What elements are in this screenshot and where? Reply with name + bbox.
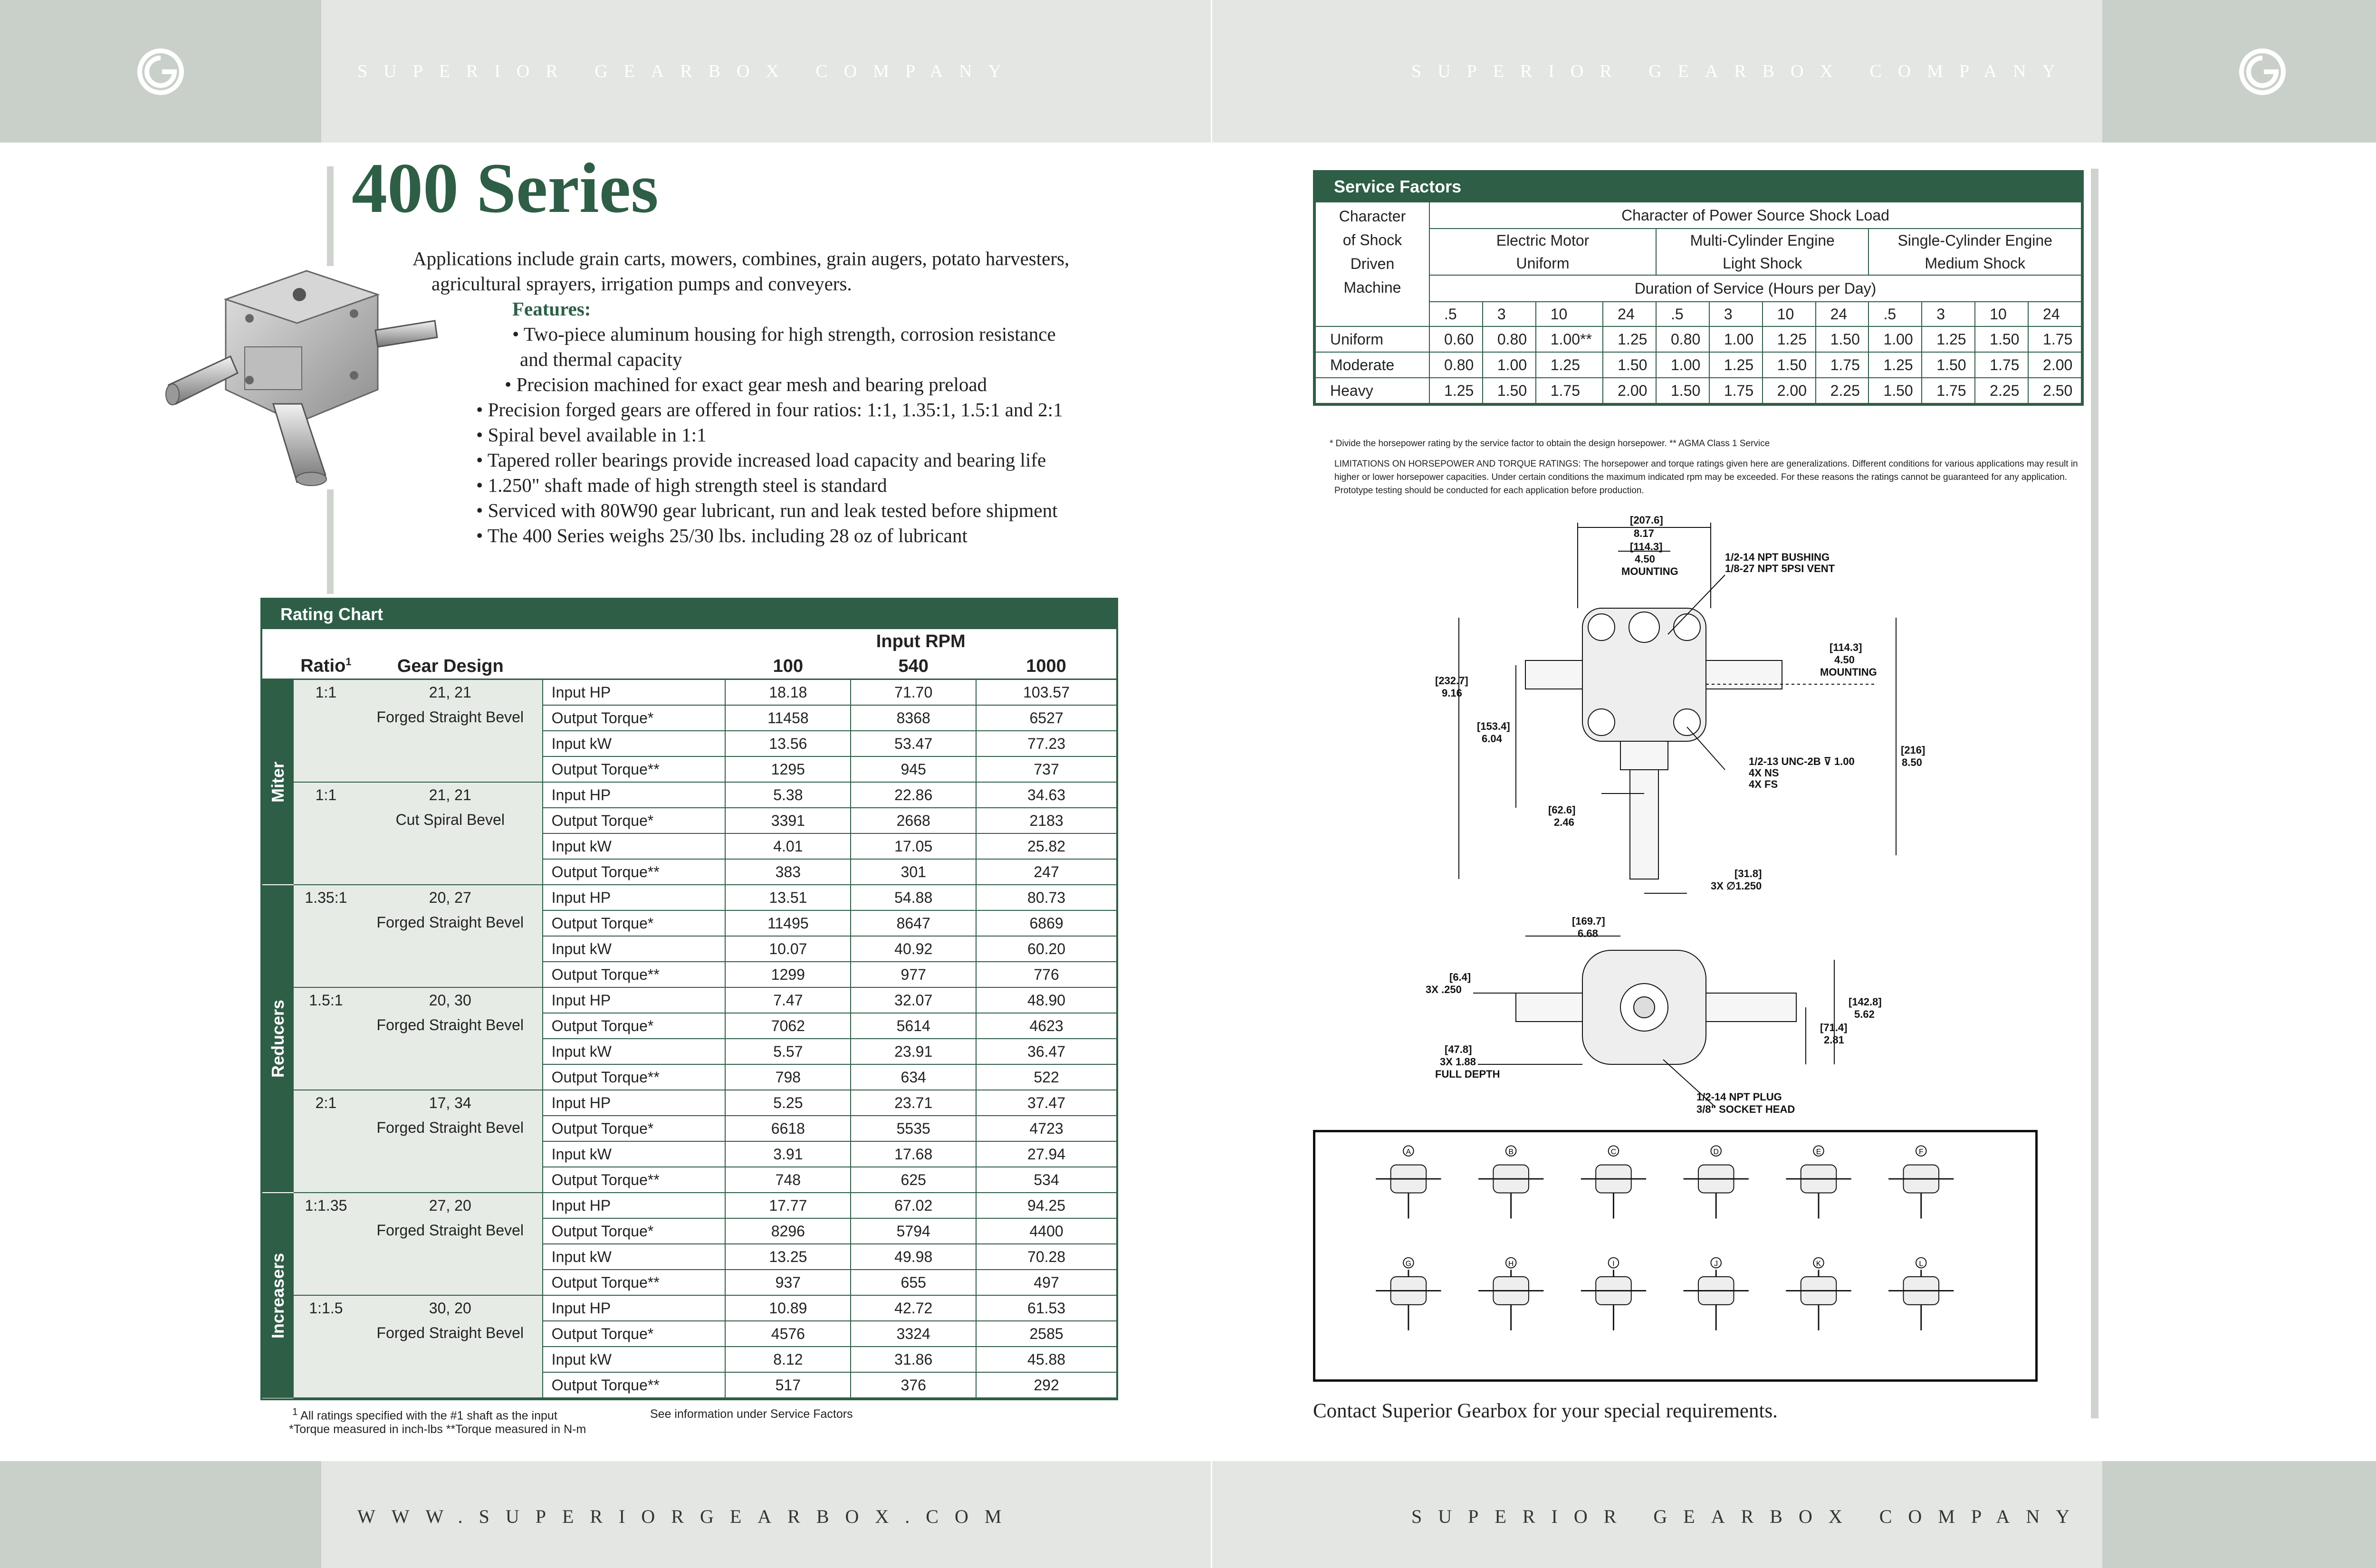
dim-label: [153.4] xyxy=(1477,720,1510,732)
rating-value: 737 xyxy=(976,756,1116,782)
mounting-config xyxy=(1684,1146,1749,1218)
source-header: Electric Motor Uniform xyxy=(1429,229,1656,275)
service-row-label: Heavy xyxy=(1315,378,1429,403)
rating-value: 4576 xyxy=(725,1321,851,1347)
config-label: A xyxy=(1406,1148,1411,1157)
gear-design-cell: 20, 27 Forged Straight Bevel xyxy=(358,885,543,987)
rating-row-label: Input HP xyxy=(543,782,726,808)
rating-value: 27.94 xyxy=(976,1141,1116,1167)
dim-label: MOUNTING xyxy=(1820,666,1877,678)
ratio-header: Ratio$^1$ xyxy=(294,654,358,679)
service-note-1: * Divide the horsepower rating by the service factor to obtain the design horsepower. ** AGMA Class 1 Service xyxy=(1330,439,1770,449)
feature-bullet: • 1.250" shaft made of high strength steel is standard xyxy=(476,474,887,496)
rating-value: 8368 xyxy=(851,705,976,731)
features-label: Features: xyxy=(512,298,591,320)
rating-row-label: Input kW xyxy=(543,1347,726,1372)
service-factor-value: 0.80 xyxy=(1429,352,1483,378)
rating-value: 53.47 xyxy=(851,731,976,756)
rating-row-label: Input HP xyxy=(543,987,726,1013)
rating-row-label: Output Torque** xyxy=(543,859,726,885)
service-factor-value: 1.75 xyxy=(1922,378,1975,403)
hours-cell: 24 xyxy=(1603,302,1656,326)
dim-label: [31.8] xyxy=(1734,868,1762,880)
service-factor-value: 1.50 xyxy=(1922,352,1975,378)
hours-cell: 3 xyxy=(1483,302,1536,326)
service-factor-value: 1.75 xyxy=(1709,378,1763,403)
rating-value: 4400 xyxy=(976,1218,1116,1244)
dim-label: 3X ∅1.250 xyxy=(1711,880,1762,892)
ratio-cell: 2:1 xyxy=(294,1090,358,1193)
mounting-config xyxy=(1888,1146,1954,1218)
rating-row-label: Output Torque* xyxy=(543,1116,726,1141)
service-factor-value: 1.25 xyxy=(1922,326,1975,352)
rating-row-label: Input HP xyxy=(543,679,726,706)
rating-value: 5.38 xyxy=(725,782,851,808)
rating-value: 937 xyxy=(725,1270,851,1295)
dim-label: [232.7] xyxy=(1435,675,1468,687)
dim-label: [47.8] xyxy=(1445,1043,1472,1055)
service-factor-value: 1.50 xyxy=(1483,378,1536,403)
feature-bullet: • Precision machined for exact gear mesh and bearing preload xyxy=(505,373,987,395)
rpm-header: 540 xyxy=(851,654,976,679)
dim-label: 9.16 xyxy=(1442,687,1462,699)
gear-design-cell: 30, 20 Forged Straight Bevel xyxy=(358,1295,543,1398)
rating-value: 1299 xyxy=(725,962,851,987)
header-company-right: SUPERIOR GEARBOX COMPANY xyxy=(1411,61,2071,81)
mounting-config xyxy=(1478,1258,1543,1330)
rating-row-label: Input kW xyxy=(543,833,726,859)
ratio-cell: 1:1.5 xyxy=(294,1295,358,1398)
dim-label: 4X NS xyxy=(1749,767,1779,779)
dim-label: [62.6] xyxy=(1548,804,1576,816)
feature-bullet: • Spiral bevel available in 1:1 xyxy=(476,424,707,446)
intro-line-1: Applications include grain carts, mowers, combines, grain augers, potato harvesters, xyxy=(412,248,1070,269)
dim-label: [114.3] xyxy=(1830,641,1862,653)
service-factor-value: 1.50 xyxy=(1816,326,1869,352)
rating-value: 48.90 xyxy=(976,987,1116,1013)
footnote-1: $^1$ All ratings specified with the #1 shaft as the input xyxy=(292,1406,557,1423)
service-factor-value: 1.00 xyxy=(1709,326,1763,352)
service-factor-value: 0.60 xyxy=(1429,326,1483,352)
rating-value: 4.01 xyxy=(725,833,851,859)
service-factor-value: 1.50 xyxy=(1975,326,2028,352)
rating-value: 5614 xyxy=(851,1013,976,1039)
service-factor-value: 1.00 xyxy=(1868,326,1922,352)
rpm-header: 1000 xyxy=(976,654,1116,679)
service-factor-value: 1.75 xyxy=(2028,326,2081,352)
rating-value: 17.68 xyxy=(851,1141,976,1167)
hours-cell: 10 xyxy=(1975,302,2028,326)
dim-label: 1/2-14 NPT PLUG xyxy=(1696,1091,1782,1103)
gear-g-logo-icon xyxy=(132,43,190,101)
mounting-config xyxy=(1888,1258,1954,1330)
rating-row-label: Output Torque* xyxy=(543,808,726,833)
service-factor-value: 1.25 xyxy=(1868,352,1922,378)
rating-value: 301 xyxy=(851,859,976,885)
rating-value: 497 xyxy=(976,1270,1116,1295)
ratio-cell: 1.35:1 xyxy=(294,885,358,987)
config-label: F xyxy=(1918,1148,1924,1157)
footer-corner-left xyxy=(0,1461,321,1568)
service-factor-value: 1.50 xyxy=(1656,378,1709,403)
service-factor-value: 2.25 xyxy=(1816,378,1869,403)
mounting-config xyxy=(1786,1258,1851,1330)
config-label: D xyxy=(1713,1148,1719,1157)
rating-value: 13.25 xyxy=(725,1244,851,1270)
rating-value: 18.18 xyxy=(725,679,851,706)
rating-value: 10.07 xyxy=(725,936,851,962)
rating-row-label: Output Torque** xyxy=(543,1372,726,1398)
duration-header: Duration of Service (Hours per Day) xyxy=(1429,275,2081,302)
rating-value: 49.98 xyxy=(851,1244,976,1270)
rating-value: 3324 xyxy=(851,1321,976,1347)
intro-line-2: agricultural sprayers, irrigation pumps and conveyers. xyxy=(431,273,852,295)
group-label: Increasers xyxy=(262,1193,294,1398)
dim-label: 3/8" SOCKET HEAD xyxy=(1696,1103,1795,1115)
dim-label: 1/2-14 NPT BUSHING xyxy=(1725,551,1830,563)
rating-value: 5535 xyxy=(851,1116,976,1141)
rating-value: 11458 xyxy=(725,705,851,731)
shock-character-header: Character of Shock Driven Machine xyxy=(1315,202,1429,326)
rating-value: 61.53 xyxy=(976,1295,1116,1321)
rating-value: 5.25 xyxy=(725,1090,851,1116)
rating-value: 13.56 xyxy=(725,731,851,756)
dim-label: 4.50 xyxy=(1635,553,1655,565)
rating-value: 13.51 xyxy=(725,885,851,910)
dim-label: [169.7] xyxy=(1572,915,1605,927)
rating-value: 36.47 xyxy=(976,1039,1116,1064)
config-label: E xyxy=(1816,1148,1821,1157)
gear-design-cell: 21, 21 Cut Spiral Bevel xyxy=(358,782,543,885)
dim-label: [216] xyxy=(1901,744,1926,756)
service-row-label: Uniform xyxy=(1315,326,1429,352)
rating-value: 247 xyxy=(976,859,1116,885)
rating-row-label: Input HP xyxy=(543,1090,726,1116)
rating-table xyxy=(262,629,1116,1398)
rating-value: 522 xyxy=(976,1064,1116,1090)
service-factor-value: 1.25 xyxy=(1709,352,1763,378)
rating-value: 8.12 xyxy=(725,1347,851,1372)
rating-value: 45.88 xyxy=(976,1347,1116,1372)
dim-label: 3X 1.88 xyxy=(1440,1056,1476,1068)
rating-value: 71.70 xyxy=(851,679,976,706)
config-label: K xyxy=(1816,1260,1821,1268)
rating-value: 70.28 xyxy=(976,1244,1116,1270)
rating-value: 94.25 xyxy=(976,1193,1116,1218)
rating-value: 625 xyxy=(851,1167,976,1193)
hours-cell: 24 xyxy=(2028,302,2081,326)
config-label: L xyxy=(1919,1260,1924,1268)
service-factor-value: 1.00 xyxy=(1483,352,1536,378)
service-factor-value: 1.25 xyxy=(1429,378,1483,403)
rating-value: 54.88 xyxy=(851,885,976,910)
rating-value: 6869 xyxy=(976,910,1116,936)
config-label: B xyxy=(1508,1148,1514,1157)
rating-value: 3391 xyxy=(725,808,851,833)
rating-value: 8296 xyxy=(725,1218,851,1244)
mounting-config xyxy=(1581,1146,1646,1218)
gear-design-cell: 17, 34 Forged Straight Bevel xyxy=(358,1090,543,1193)
rating-row-label: Output Torque** xyxy=(543,1064,726,1090)
service-factor-value: 2.00 xyxy=(2028,352,2081,378)
rating-row-label: Input kW xyxy=(543,1039,726,1064)
config-label: G xyxy=(1405,1260,1412,1268)
dim-label: 8.50 xyxy=(1902,756,1922,768)
dim-label: [114.3] xyxy=(1630,541,1663,553)
group-label: Miter xyxy=(262,679,294,885)
header-divider xyxy=(1211,0,1212,143)
hours-cell: 24 xyxy=(1816,302,1869,326)
service-factor-value: 2.00 xyxy=(1763,378,1816,403)
rating-row-label: Output Torque* xyxy=(543,910,726,936)
rating-value: 798 xyxy=(725,1064,851,1090)
rating-row-label: Input HP xyxy=(543,885,726,910)
dim-label: 5.62 xyxy=(1854,1008,1875,1020)
dim-label: [71.4] xyxy=(1820,1022,1848,1033)
config-label: J xyxy=(1714,1260,1718,1268)
hours-cell: .5 xyxy=(1656,302,1709,326)
rating-row-label: Output Torque** xyxy=(543,962,726,987)
rating-value: 977 xyxy=(851,962,976,987)
rating-row-label: Input HP xyxy=(543,1193,726,1218)
rating-value: 776 xyxy=(976,962,1116,987)
service-factor-value: 1.25 xyxy=(1763,326,1816,352)
rating-value: 31.86 xyxy=(851,1347,976,1372)
rating-value: 103.57 xyxy=(976,679,1116,706)
source-header: Multi-Cylinder Engine Light Shock xyxy=(1656,229,1868,275)
service-factor-value: 1.25 xyxy=(1536,352,1603,378)
source-header: Single-Cylinder Engine Medium Shock xyxy=(1868,229,2081,275)
rating-value: 4623 xyxy=(976,1013,1116,1039)
mounting-config xyxy=(1581,1258,1646,1330)
input-rpm-header: Input RPM xyxy=(876,631,966,651)
rating-value: 2183 xyxy=(976,808,1116,833)
rating-value: 6618 xyxy=(725,1116,851,1141)
rating-value: 40.92 xyxy=(851,936,976,962)
config-label: H xyxy=(1508,1260,1514,1268)
service-factor-value: 1.75 xyxy=(1975,352,2028,378)
feature-bullet: • Precision forged gears are offered in four ratios: 1:1, 1.35:1, 1.5:1 and 2:1 xyxy=(476,399,1063,421)
dim-label: 4X FS xyxy=(1749,778,1778,790)
rating-chart-title: Rating Chart xyxy=(262,600,1116,629)
rating-row-label: Output Torque* xyxy=(543,1218,726,1244)
dim-label: 1/8-27 NPT 5PSI VENT xyxy=(1725,563,1835,574)
rating-value: 22.86 xyxy=(851,782,976,808)
service-factors xyxy=(1313,170,2084,406)
feature-bullet: • The 400 Series weighs 25/30 lbs. including 28 oz of lubricant xyxy=(476,525,968,546)
rating-value: 5.57 xyxy=(725,1039,851,1064)
dim-label: 4.50 xyxy=(1834,654,1855,666)
contact-note: Contact Superior Gearbox for your special requirements. xyxy=(1313,1400,1778,1422)
gear-design-cell: 27, 20 Forged Straight Bevel xyxy=(358,1193,543,1295)
service-factor-value: 0.80 xyxy=(1656,326,1709,352)
hours-cell: 3 xyxy=(1922,302,1975,326)
dim-label: 2.81 xyxy=(1824,1034,1844,1046)
mounting-config xyxy=(1376,1258,1441,1330)
rating-value: 80.73 xyxy=(976,885,1116,910)
dim-label: [142.8] xyxy=(1849,996,1882,1008)
service-factors-table xyxy=(1315,201,2082,404)
service-row-label: Moderate xyxy=(1315,352,1429,378)
service-factor-value: 2.25 xyxy=(1975,378,2028,403)
service-factor-value: 1.50 xyxy=(1868,378,1922,403)
rating-row-label: Input HP xyxy=(543,1295,726,1321)
right-accent-rule xyxy=(2091,169,2098,1418)
rating-value: 1295 xyxy=(725,756,851,782)
power-source-header: Character of Power Source Shock Load xyxy=(1429,202,2081,229)
hours-cell: 3 xyxy=(1709,302,1763,326)
gear-design-cell: 21, 21 Forged Straight Bevel xyxy=(358,679,543,783)
mounting-config xyxy=(1684,1258,1749,1330)
service-factor-value: 1.00 xyxy=(1656,352,1709,378)
rating-value: 534 xyxy=(976,1167,1116,1193)
header-company-left: SUPERIOR GEARBOX COMPANY xyxy=(357,61,1017,81)
rating-value: 11495 xyxy=(725,910,851,936)
hours-cell: .5 xyxy=(1429,302,1483,326)
ratio-cell: 1:1 xyxy=(294,679,358,783)
service-factor-value: 0.80 xyxy=(1483,326,1536,352)
rating-row-label: Output Torque** xyxy=(543,756,726,782)
rating-row-label: Input kW xyxy=(543,1141,726,1167)
rating-value: 376 xyxy=(851,1372,976,1398)
footer-corner-right xyxy=(2102,1461,2376,1568)
rating-value: 23.71 xyxy=(851,1090,976,1116)
config-label: C xyxy=(1610,1148,1617,1157)
rating-value: 32.07 xyxy=(851,987,976,1013)
rating-value: 945 xyxy=(851,756,976,782)
rating-value: 3.91 xyxy=(725,1141,851,1167)
service-note-2: LIMITATIONS ON HORSEPOWER AND TORQUE RATINGS: The horsepower and torque ratings given here are generalizations. Different conditions for various applications may result in higher or lower horsepower capacities. Under certain conditions the maximum indicated rpm may be exceeded. For these reasons the ratings cannot be guaranteed for any application. Prototype testing should be conducted for each application before production. xyxy=(1334,459,2078,496)
rating-value: 17.05 xyxy=(851,833,976,859)
footnote-2: See information under Service Factors xyxy=(650,1407,853,1421)
gear-design-cell: 20, 30 Forged Straight Bevel xyxy=(358,987,543,1090)
ratio-cell: 1:1 xyxy=(294,782,358,885)
rating-value: 10.89 xyxy=(725,1295,851,1321)
rating-value: 7.47 xyxy=(725,987,851,1013)
service-factor-value: 1.75 xyxy=(1816,352,1869,378)
footer-website[interactable]: WWW.SUPERIORGEARBOX.COM xyxy=(357,1506,1018,1527)
hours-cell: 10 xyxy=(1536,302,1603,326)
dim-label: 6.68 xyxy=(1578,927,1598,939)
feature-bullet: • Two-piece aluminum housing for high strength, corrosion resistance xyxy=(512,323,1056,345)
rating-row-label: Output Torque** xyxy=(543,1167,726,1193)
mounting-config xyxy=(1786,1146,1851,1218)
rating-value: 292 xyxy=(976,1372,1116,1398)
rating-row-label: Output Torque* xyxy=(543,1013,726,1039)
gear-design-header: Gear Design xyxy=(358,654,543,679)
footer-divider xyxy=(1211,1461,1212,1568)
mounting-configurations xyxy=(1313,1130,2038,1382)
ratio-cell: 1:1.35 xyxy=(294,1193,358,1295)
rating-value: 34.63 xyxy=(976,782,1116,808)
rating-value: 6527 xyxy=(976,705,1116,731)
rating-value: 383 xyxy=(725,859,851,885)
footer-company: SUPERIOR GEARBOX COMPANY xyxy=(1411,1506,2086,1527)
rating-value: 4723 xyxy=(976,1116,1116,1141)
rating-row-label: Input kW xyxy=(543,936,726,962)
service-factor-value: 1.00** xyxy=(1536,326,1603,352)
dim-label: 1/2-13 UNC-2B ⊽ 1.00 xyxy=(1749,755,1855,767)
rating-value: 655 xyxy=(851,1270,976,1295)
rating-value: 42.72 xyxy=(851,1295,976,1321)
rating-row-label: Output Torque* xyxy=(543,705,726,731)
dimension-drawing xyxy=(1421,513,1944,1121)
dim-label: 2.46 xyxy=(1554,816,1574,828)
rating-value: 8647 xyxy=(851,910,976,936)
dim-label: 3X .250 xyxy=(1426,984,1462,995)
feature-bullet: • Serviced with 80W90 gear lubricant, run and leak tested before shipment xyxy=(476,499,1058,521)
dim-label: 8.17 xyxy=(1634,527,1654,539)
rating-value: 5794 xyxy=(851,1218,976,1244)
service-factor-value: 1.50 xyxy=(1763,352,1816,378)
rating-value: 60.20 xyxy=(976,936,1116,962)
hours-cell: 10 xyxy=(1763,302,1816,326)
group-label: Reducers xyxy=(262,885,294,1193)
service-factor-value: 1.50 xyxy=(1603,352,1656,378)
rpm-header: 100 xyxy=(725,654,851,679)
dim-label: [6.4] xyxy=(1449,971,1471,983)
rating-row-label: Output Torque* xyxy=(543,1321,726,1347)
rating-value: 23.91 xyxy=(851,1039,976,1064)
ratio-cell: 1.5:1 xyxy=(294,987,358,1090)
rating-value: 37.47 xyxy=(976,1090,1116,1116)
service-factor-value: 2.50 xyxy=(2028,378,2081,403)
service-factor-value: 1.25 xyxy=(1603,326,1656,352)
rating-row-label: Input kW xyxy=(543,731,726,756)
rating-value: 2668 xyxy=(851,808,976,833)
mounting-config xyxy=(1376,1146,1441,1218)
service-factor-value: 1.75 xyxy=(1536,378,1603,403)
rating-row-label: Output Torque** xyxy=(543,1270,726,1295)
gear-g-logo-icon-right xyxy=(2233,43,2291,101)
config-label: I xyxy=(1612,1260,1615,1268)
dim-label: MOUNTING xyxy=(1621,565,1678,577)
rating-value: 7062 xyxy=(725,1013,851,1039)
feature-bullet: and thermal capacity xyxy=(520,348,682,370)
rating-row-label: Input kW xyxy=(543,1244,726,1270)
rating-chart xyxy=(260,598,1118,1400)
dim-label: [207.6] xyxy=(1630,514,1663,526)
rating-value: 2585 xyxy=(976,1321,1116,1347)
rating-value: 748 xyxy=(725,1167,851,1193)
hours-cell: .5 xyxy=(1868,302,1922,326)
page-title: 400 Series xyxy=(352,149,659,228)
mounting-config xyxy=(1478,1146,1543,1218)
service-factor-value: 2.00 xyxy=(1603,378,1656,403)
intro-text xyxy=(412,246,1125,548)
rating-value: 17.77 xyxy=(725,1193,851,1218)
rating-value: 25.82 xyxy=(976,833,1116,859)
service-factors-title: Service Factors xyxy=(1315,172,2082,201)
footnote-3: *Torque measured in inch-lbs **Torque measured in N-m xyxy=(289,1423,586,1436)
rating-value: 634 xyxy=(851,1064,976,1090)
feature-bullet: • Tapered roller bearings provide increased load capacity and bearing life xyxy=(476,449,1046,471)
rating-value: 77.23 xyxy=(976,731,1116,756)
rating-value: 67.02 xyxy=(851,1193,976,1218)
rating-value: 517 xyxy=(725,1372,851,1398)
dim-label: FULL DEPTH xyxy=(1435,1068,1500,1080)
dim-label: 6.04 xyxy=(1482,733,1502,745)
